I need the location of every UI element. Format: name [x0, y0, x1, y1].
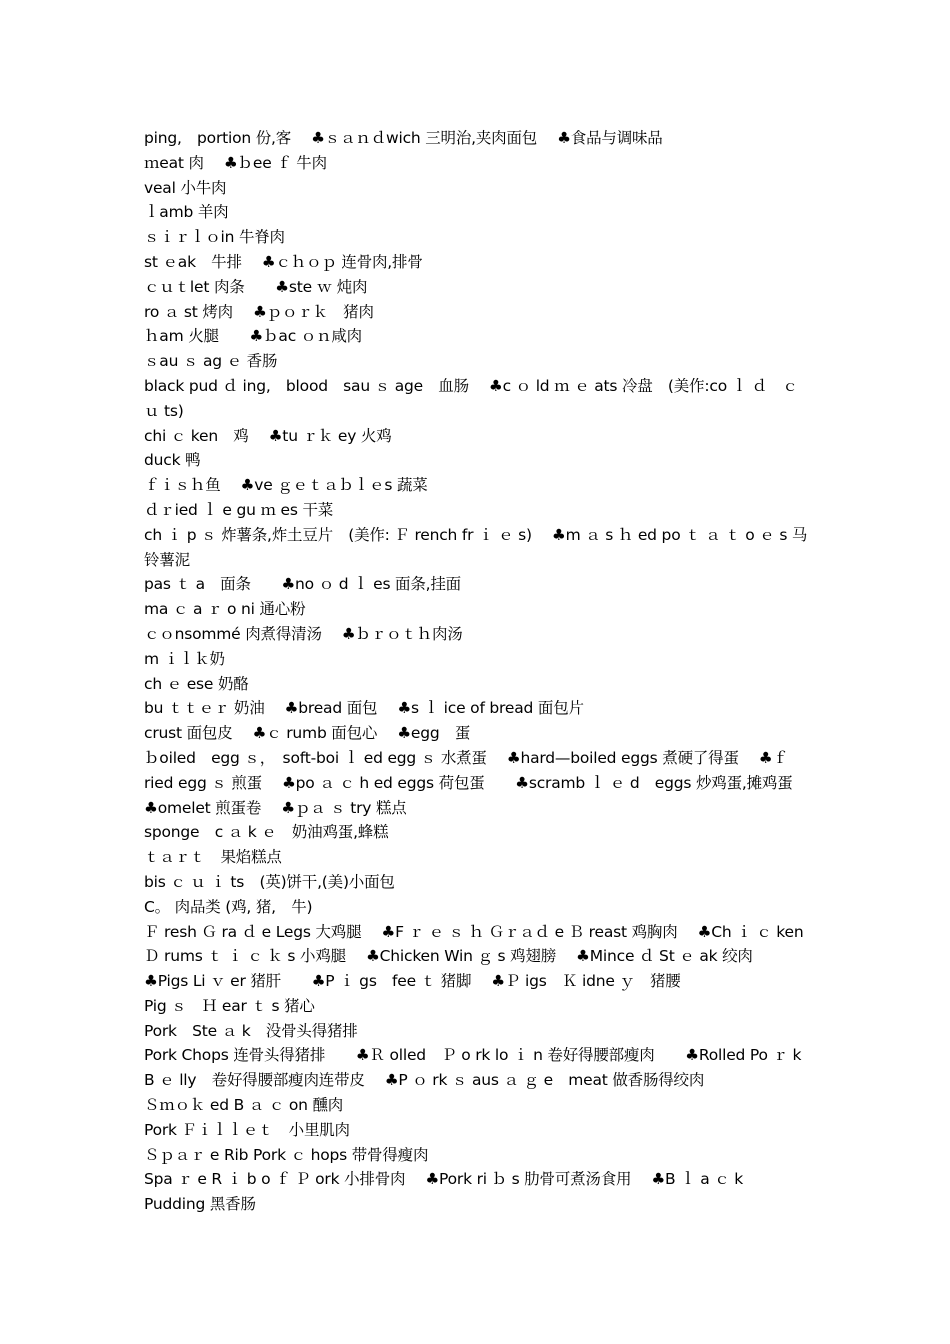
text-line: duck 鸭	[144, 451, 201, 470]
text-line: Spa ｒ e R ｉ b o ｆ Ｐ ork 小排骨肉 ♣Pork ri ｂ s 肋骨可煮汤食用 ♣B ｌ a ｃ k Pudding 黑香肠	[144, 1170, 744, 1214]
text-line: ｂoiled egg ｓ， soft-boi ｌ ed egg ｓ 水煮蛋 ♣hard—boiled eggs 煮硬了得蛋 ♣ｆried egg ｓ 煎蛋 ♣po ａ ｃ h ed eggs 荷包蛋 ♣scramb ｌ ｅ d eggs 炒鸡蛋,摊鸡蛋 ♣omelet 煎蛋卷 ♣ｐａ ｓ try 糕点	[144, 748, 813, 817]
text-line: Pig ｓ Ｈ ear ｔ s 猪心	[144, 996, 315, 1015]
text-line: ping, portion 份,客 ♣ｓａｎｄwich 三明治,夹肉面包 ♣食品与调味品	[144, 129, 663, 147]
text-line: crust 面包皮 ♣ｃ rumb 面包心 ♣egg 蛋	[144, 724, 471, 743]
document-body	[144, 126, 813, 1217]
text-line: ｔａｒｔ 果焰糕点	[144, 848, 282, 867]
text-line: ｓｉｒｌｏin 牛脊肉	[144, 228, 285, 247]
text-line: m ｉｌｋ奶	[144, 649, 225, 668]
text-line: bis ｃ ｕ ｉ ts (英)饼干,(美)小面包	[144, 872, 395, 891]
text-line: ｆｉｓｈ鱼 ♣ve ｇｅｔａｂｌｅs 蔬菜	[144, 476, 428, 495]
text-line: ｃｕｔlet 肉条 ♣ste ｗ 炖肉	[144, 277, 368, 296]
text-line: veal 小牛肉	[144, 178, 227, 197]
text-line: Ｓｐａｒ e Rib Pork ｃ hops 带骨得瘦肉	[144, 1145, 429, 1164]
text-line: ch ｅ ese 奶酪	[144, 674, 249, 693]
text-line: chi ｃ ken 鸡 ♣tu ｒｋ ey 火鸡	[144, 426, 392, 445]
text-line: bu ｔｔｅｒ 奶油 ♣bread 面包 ♣s ｌ ice of bread 面包片	[144, 699, 584, 718]
text-line: ma ｃ a ｒ o ni 通心粉	[144, 600, 306, 619]
text-line: ♣Pigs Li ｖ er 猪肝 ♣P ｉ gs fee ｔ 猪脚 ♣Ｐ igs Ｋ idne ｙ 猪腰	[144, 972, 681, 991]
text-line: Pork Ste ａ k 没骨头得猪排	[144, 1021, 358, 1040]
text-line: Ｓｍｏｋ ed B ａ ｃ on 醺肉	[144, 1096, 344, 1115]
text-line: pas ｔ a 面条 ♣no ｏ d ｌ es 面条,挂面	[144, 575, 461, 594]
text-line: ch ｉ p ｓ 炸薯条,炸土豆片 (美作: Ｆ rench fr ｉ ｅ s) ♣m ａ s ｈ ed po ｔ ａ ｔ o ｅ s 马铃薯泥	[144, 525, 808, 569]
text-line: ro ａ st 烤肉 ♣ｐｏｒｋ 猪肉	[144, 302, 374, 321]
text-line: ｃｏnsommé 肉煮得清汤 ♣ｂｒｏｔｈ肉汤	[144, 624, 463, 643]
text-line: Ｆ resh Ｇ ra ｄ e Legs 大鸡腿 ♣F ｒ ｅ ｓ ｈ Ｇｒａｄ e Ｂ reast 鸡胸肉 ♣Ch ｉ ｃ ken Ｄ rums ｔ ｉ ｃ ｋ s 小鸡腿 ♣Chicken Win ｇ s 鸡翅膀 ♣Mince ｄ St ｅ ak 绞肉	[144, 922, 804, 966]
text-line: ｄｒied ｌ e gu ｍ es 干菜	[144, 500, 334, 519]
text-line: Pork Ｆｉｌｌｅｔ 小里肌肉	[144, 1120, 350, 1139]
text-line: black pud ｄ ing, blood sau ｓ age 血肠 ♣c ｏ ld ｍ ｅ ats 冷盘 (美作:co ｌ ｄ ｃ ｕ ts)	[144, 376, 798, 420]
text-line: ｈam 火腿 ♣ｂac ｏｎ咸肉	[144, 327, 362, 346]
text-line: ｌamb 羊肉	[144, 203, 229, 222]
text-line: st ｅak 牛排 ♣ｃｈｏｐ 连骨肉,排骨	[144, 252, 423, 271]
text-line: ｍeat 肉 ♣ｂee ｆ 牛肉	[144, 153, 327, 172]
text-line: C。 肉品类 (鸡, 猪, 牛)	[144, 897, 313, 916]
text-line: Pork Chops 连骨头得猪排 ♣Ｒ olled Ｐ o rk lo ｉ n 卷好得腰部瘦肉 ♣Rolled Po ｒ k B ｅ lly 卷好得腰部瘦肉连带皮 ♣P ｏ rk ｓ aus ａ ｇ e meat 做香肠得绞肉	[144, 1046, 802, 1090]
text-line: sponge c ａ k ｅ 奶油鸡蛋,蜂糕	[144, 823, 389, 842]
text-line: ｓau ｓ ag ｅ 香肠	[144, 352, 278, 371]
